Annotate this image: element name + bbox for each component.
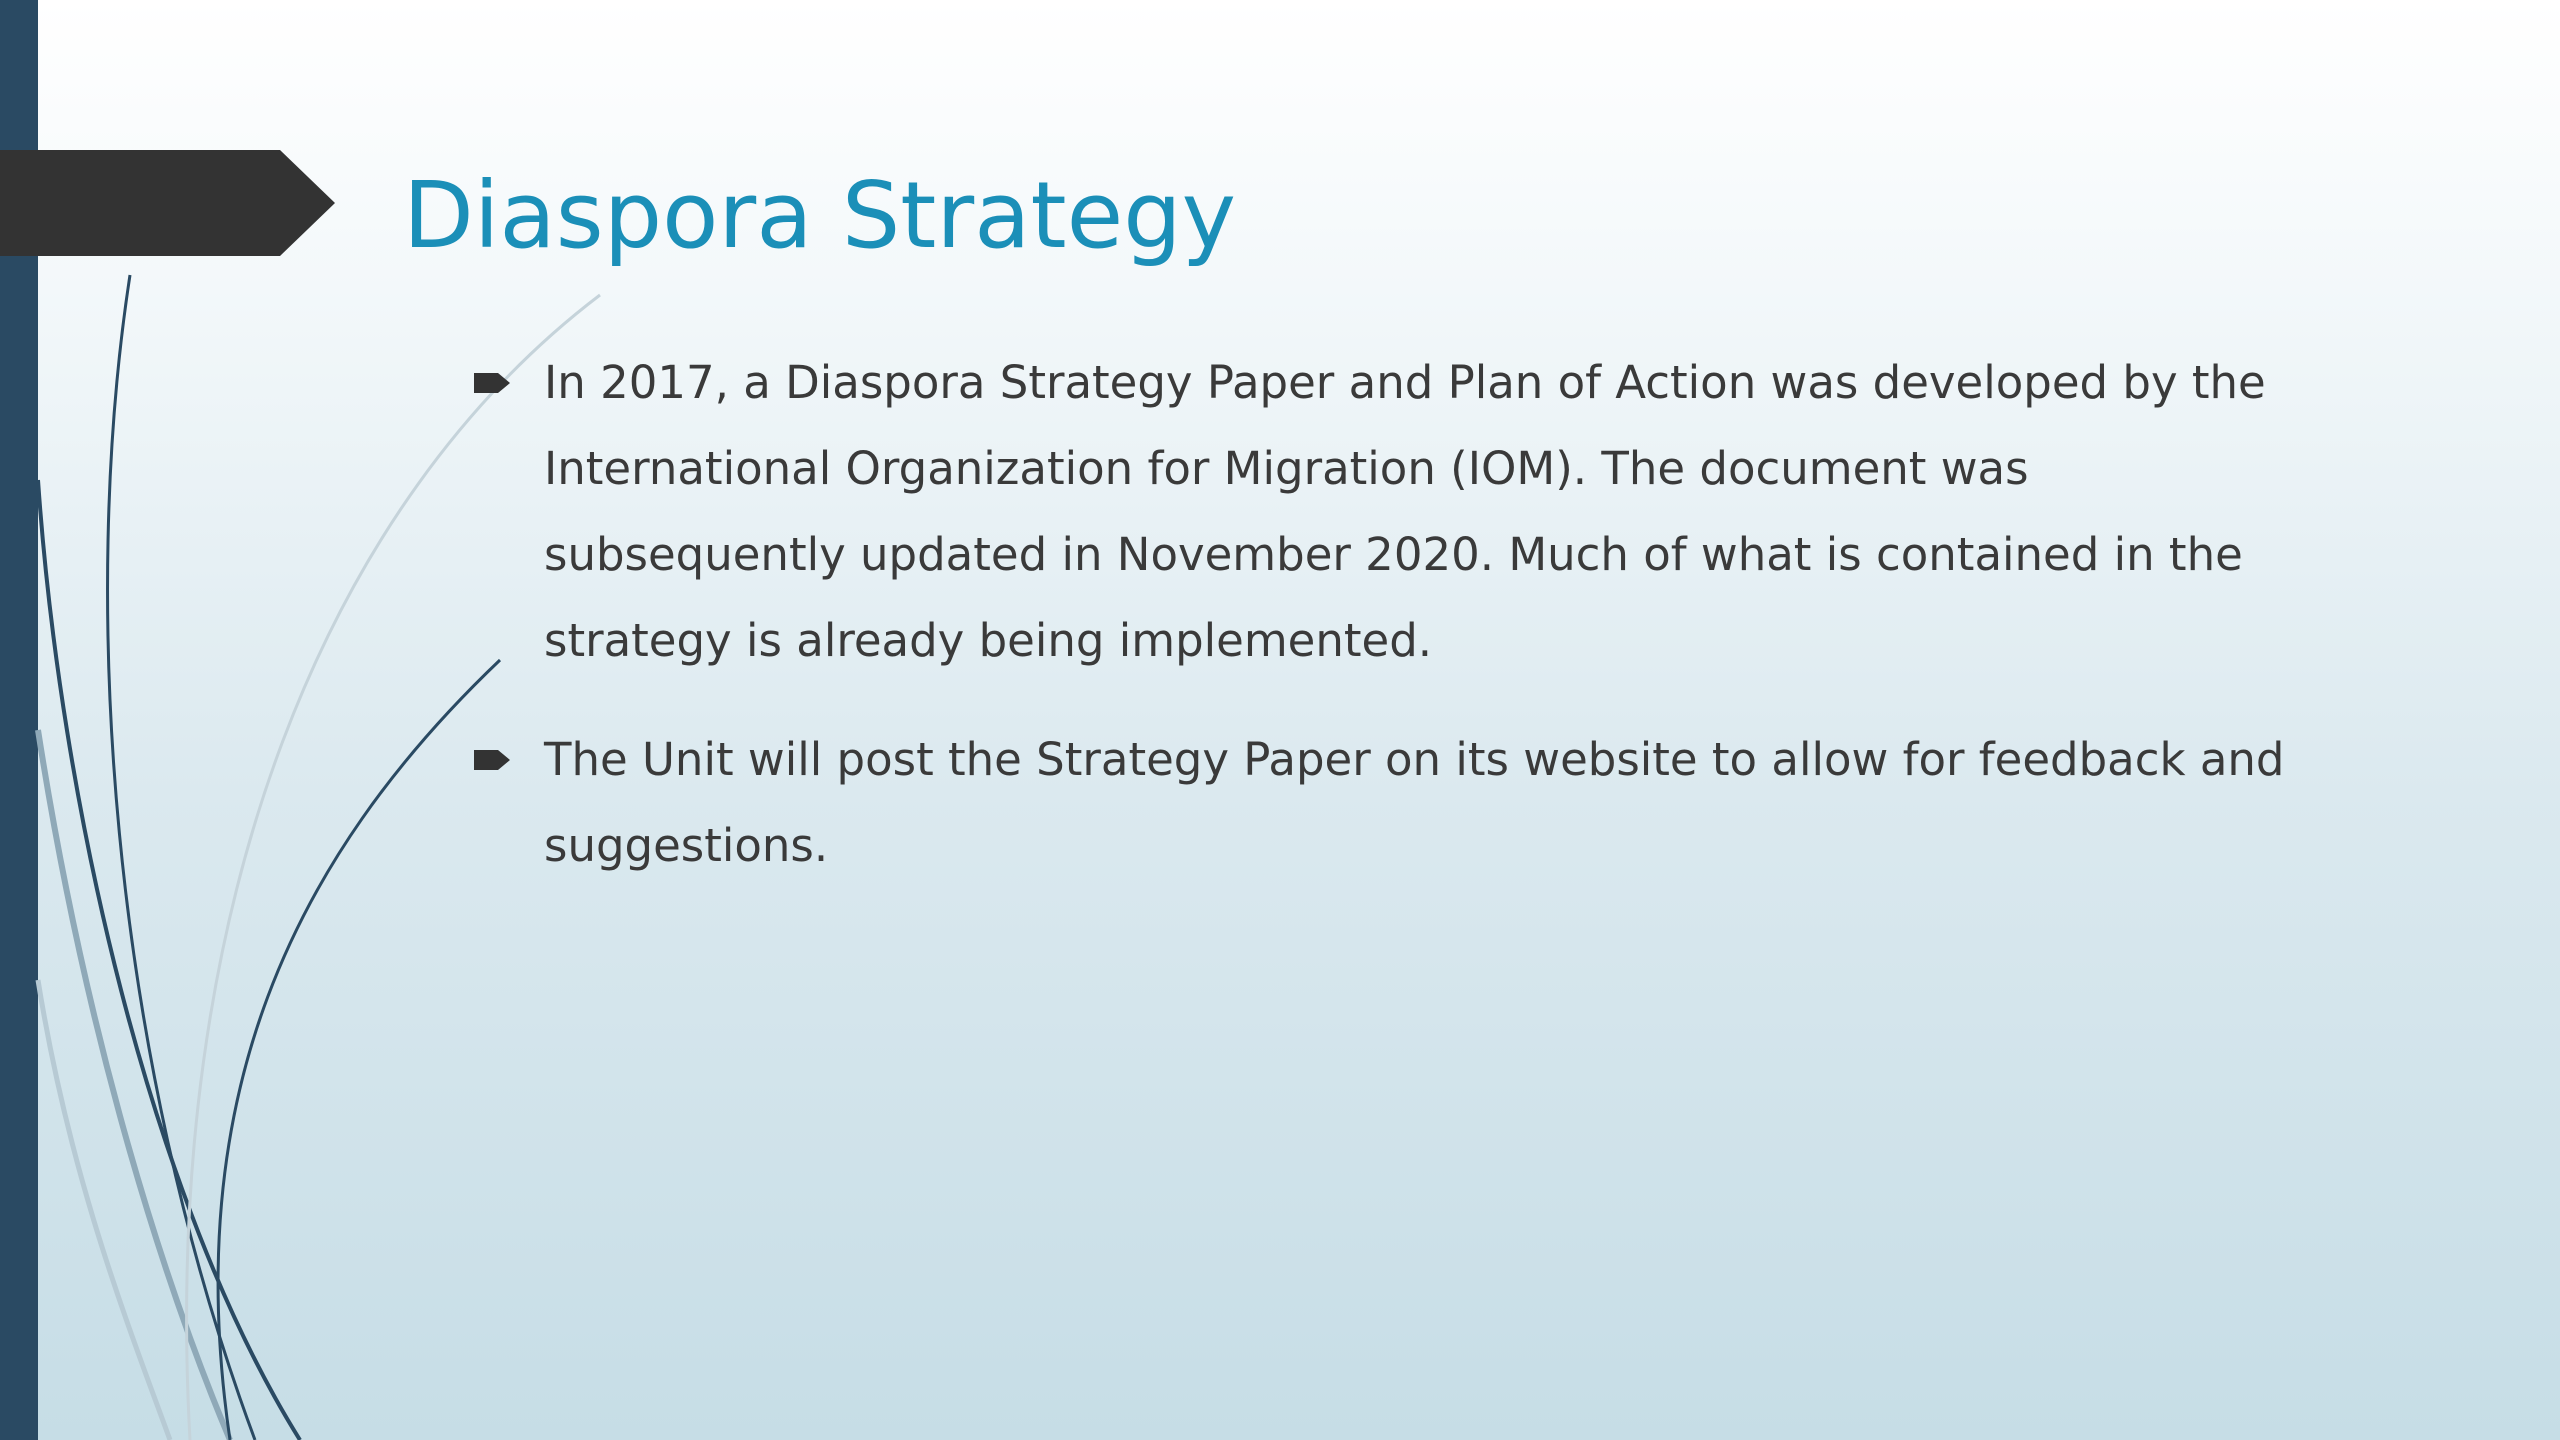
title-arrow-banner xyxy=(0,150,335,256)
bullet-item xyxy=(474,340,2324,684)
arrow-right-bullet-icon xyxy=(474,747,512,773)
bullet-text: In 2017, a Diaspora Strategy Paper and Plan of Action was developed by the International Organization for Migration (IOM). The document was subsequently updated in November 2020. Much of what is contained in the strategy is already being implemented. xyxy=(544,356,2266,667)
bullet-item xyxy=(474,717,2324,889)
bullet-list xyxy=(474,340,2324,922)
bullet-text: The Unit will post the Strategy Paper on its website to allow for feedback and suggestions. xyxy=(544,733,2285,872)
slide-title: Diaspora Strategy xyxy=(403,162,1237,269)
arrow-right-bullet-icon xyxy=(474,370,512,396)
